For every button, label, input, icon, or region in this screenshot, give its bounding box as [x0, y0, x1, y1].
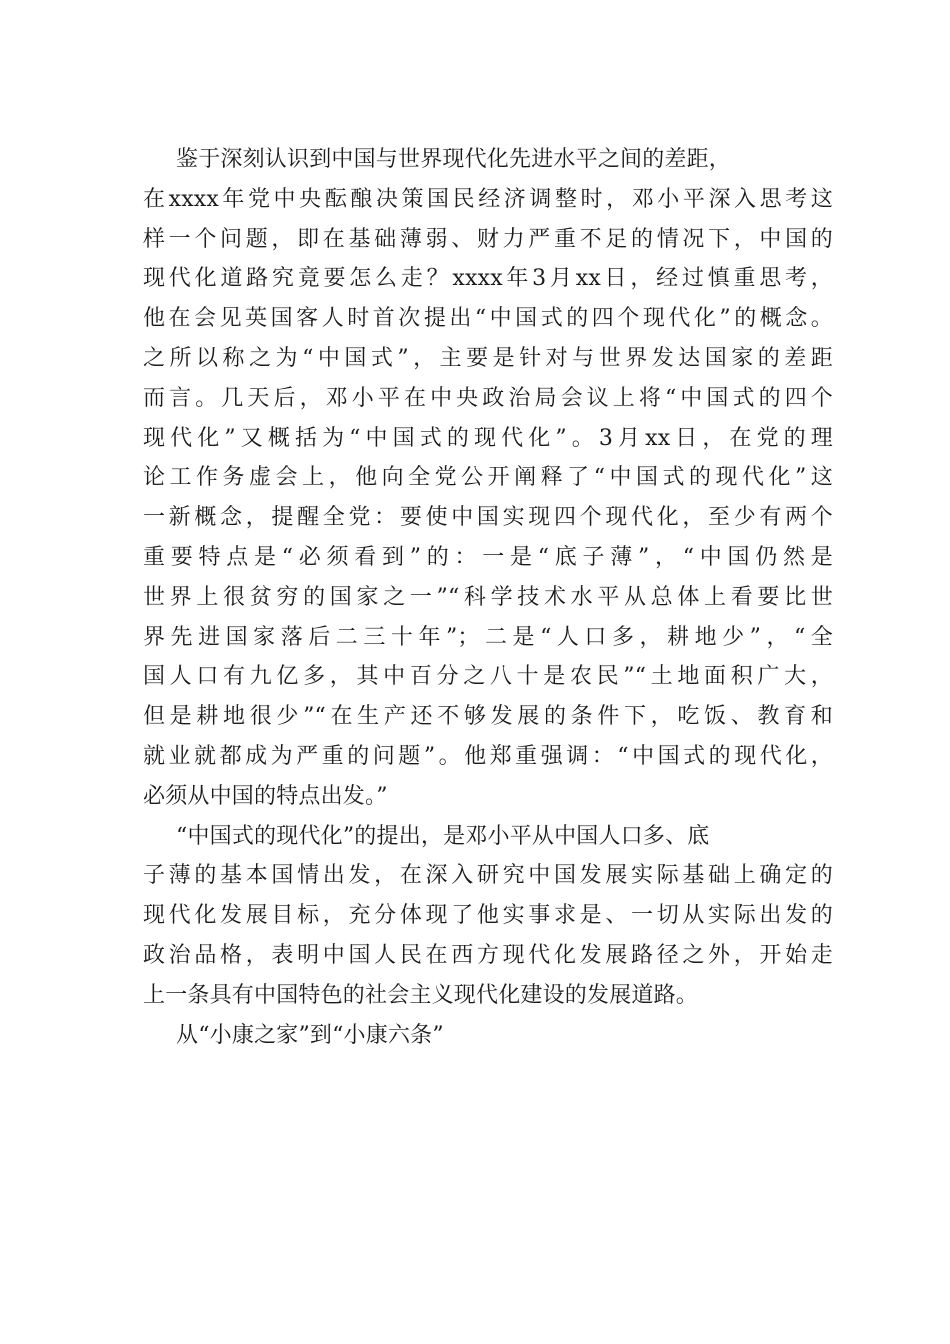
paragraph-1-line-13: 界先进国家落后二三十年”；二是“人口多，耕地少”，“全 [143, 624, 833, 650]
paragraph-1-line-16: 就业就都成为严重的问题”。他郑重强调：“中国式的现代化， [143, 743, 833, 769]
paragraph-1-line-11: 重要特点是“必须看到”的：一是“底子薄”，“中国仍然是 [143, 544, 833, 570]
section-heading: 从“小康之家”到“小康六条” [176, 1022, 444, 1048]
paragraph-2-line-2: 子薄的基本国情出发，在深入研究中国发展实际基础上确定的 [143, 863, 833, 889]
paragraph-1-line-12: 世界上很贫穷的国家之一”“科学技术水平从总体上看要比世 [143, 584, 833, 610]
paragraph-1-line-14: 国人口有九亿多，其中百分之八十是农民”“土地面积广大， [143, 664, 833, 690]
paragraph-2-line-5: 上一条具有中国特色的社会主义现代化建设的发展道路。 [143, 982, 699, 1008]
paragraph-1-line-3: 样一个问题，即在基础薄弱、财力严重不足的情况下，中国的 [143, 226, 833, 252]
paragraph-1-line-15: 但是耕地很少”“在生产还不够发展的条件下，吃饭、教育和 [143, 704, 833, 730]
paragraph-1-line-5: 他在会见英国客人时首次提出“中国式的四个现代化”的概念。 [143, 306, 833, 332]
paragraph-2-line-1: “中国式的现代化”的提出，是邓小平从中国人口多、底 [176, 823, 710, 849]
paragraph-1-line-10: 一新概念，提醒全党：要使中国实现四个现代化，至少有两个 [143, 505, 833, 531]
paragraph-1-line-1: 鉴于深刻认识到中国与世界现代化先进水平之间的差距， [176, 147, 732, 172]
paragraph-2-line-4: 政治品格，表明中国人民在西方现代化发展路径之外，开始走 [143, 942, 833, 968]
paragraph-1-line-17: 必须从中国的特点出发。” [143, 783, 388, 809]
paragraph-1-line-9: 论工作务虚会上，他向全党公开阐释了“中国式的现代化”这 [143, 465, 833, 491]
paragraph-1-line-4: 现代化道路究竟要怎么走？xxxx年3月xx日，经过慎重思考， [143, 266, 833, 292]
paragraph-2-line-3: 现代化发展目标，充分体现了他实事求是、一切从实际出发的 [143, 903, 833, 929]
body-text [143, 140, 833, 1055]
paragraph-1-line-2: 在xxxx年党中央酝酿决策国民经济调整时，邓小平深入思考这 [143, 186, 833, 212]
paragraph-1-line-7: 而言。几天后，邓小平在中央政治局会议上将“中国式的四个 [143, 385, 833, 411]
paragraph-1-line-6: 之所以称之为“中国式”，主要是针对与世界发达国家的差距 [143, 345, 833, 371]
paragraph-1-line-8: 现代化”又概括为“中国式的现代化”。3月xx日，在党的理 [143, 425, 833, 451]
